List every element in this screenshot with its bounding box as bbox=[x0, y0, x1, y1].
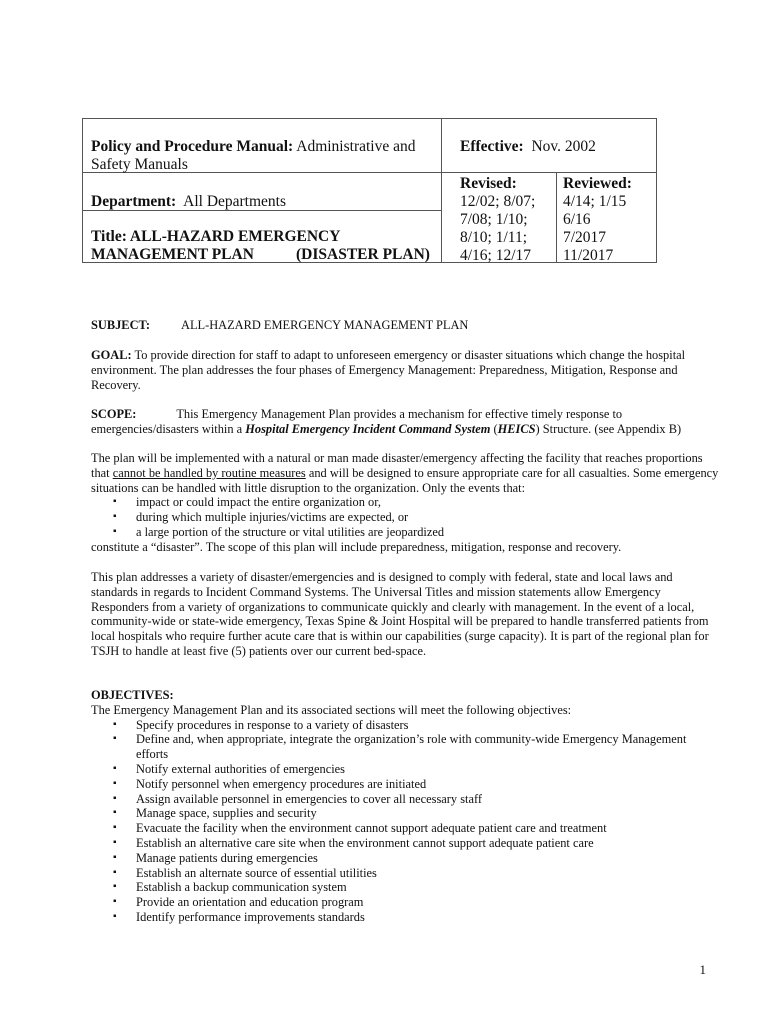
revised-date: 12/02; 8/07; bbox=[460, 193, 536, 210]
heics-open-paren: ( bbox=[493, 421, 498, 436]
goal-label: GOAL: bbox=[91, 348, 132, 362]
reviewed-label: Reviewed: bbox=[563, 175, 632, 192]
reviewed-date: 6/16 bbox=[563, 211, 591, 228]
header-divider-right bbox=[441, 172, 657, 173]
reviewed-date: 11/2017 bbox=[563, 247, 614, 264]
implementation-text-2: and will be designed to ensure appropriate care for all casualties. Some emergency situations can be handled with little disruption to the organization. Only the events that: bbox=[91, 465, 719, 495]
header-table bbox=[82, 118, 657, 263]
department-value: All Departments bbox=[183, 193, 287, 210]
list-item: ▪ during which multiple injuries/victims are expected, or bbox=[91, 510, 721, 525]
list-item: ▪ Assign available personnel in emergencies to cover all necessary staff bbox=[91, 792, 721, 807]
manual-cell bbox=[91, 138, 436, 174]
heics-close-paren: ) bbox=[535, 421, 540, 436]
manual-value-2: Safety Manuals bbox=[91, 156, 188, 173]
goal-section bbox=[91, 348, 721, 392]
implementation-underlined: cannot be handled by routine measures bbox=[112, 465, 306, 480]
department-label: Department: bbox=[91, 193, 177, 210]
objectives-section bbox=[91, 688, 721, 925]
implementation-closing: constitute a “disaster”. The scope of this plan will include preparedness, mitigation, response and recovery. bbox=[91, 539, 622, 554]
objectives-heading: OBJECTIVES: bbox=[91, 688, 174, 702]
revised-date: 8/10; 1/11; bbox=[460, 229, 528, 246]
list-item: ▪ Specify procedures in response to a variety of disasters bbox=[91, 718, 721, 733]
list-item: ▪ Establish an alternative care site when the environment cannot support adequate patient care bbox=[91, 836, 721, 851]
subject-value: ALL-HAZARD EMERGENCY MANAGEMENT PLAN bbox=[181, 318, 469, 332]
title-cell bbox=[91, 228, 436, 264]
subject-line bbox=[91, 318, 721, 333]
implementation-section bbox=[91, 451, 721, 555]
scope-section bbox=[91, 407, 721, 437]
addresses-section bbox=[91, 570, 721, 659]
addresses-text: This plan addresses a variety of disaster/emergencies and is designed to comply with federal, state and local laws and standards in regards to Incident Command Systems. The Universal Titles and mission statements allow Emergency Responders from a variety of organizations to communicate quickly and clearly with management. In the event of a local, community-wide or state-wide emergency, Texas Spine & Joint Hospital will be prepared to handle transferred patients from local hospitals who require further acute care that is within our capabilities (surge capacity). It is part of the regional plan for TSJH to handle at least five (5) patients over our current bed-space. bbox=[91, 570, 709, 658]
reviewed-date: 4/14; 1/15 bbox=[563, 193, 627, 210]
reviewed-cell bbox=[563, 175, 632, 265]
subject-label: SUBJECT: bbox=[91, 318, 150, 332]
revised-reviewed-divider bbox=[556, 172, 557, 262]
revised-date: 7/08; 1/10; bbox=[460, 211, 528, 228]
scope-label: SCOPE: bbox=[91, 407, 137, 421]
list-item: ▪ a large portion of the structure or vital utilities are jeopardized bbox=[91, 525, 721, 540]
goal-text: To provide direction for staff to adapt to unforeseen emergency or disaster situations which change the hospital environment. The plan addresses the four phases of Emergency Management: Preparedness, Mitigation, Response and Recovery. bbox=[91, 348, 686, 392]
manual-label: Policy and Procedure Manual: bbox=[91, 138, 294, 155]
effective-label: Effective: bbox=[460, 138, 524, 155]
effective-cell bbox=[460, 138, 596, 156]
list-item: ▪ Establish a backup communication system bbox=[91, 880, 721, 895]
list-item: ▪ Evacuate the facility when the environment cannot support adequate patient care and treatment bbox=[91, 821, 721, 836]
heics-abbr: HEICS bbox=[497, 421, 536, 436]
implementation-text: The plan will be implemented with a natural or man made disaster/emergency affecting the facility that reaches proportions that bbox=[91, 451, 703, 480]
objectives-list bbox=[91, 718, 721, 925]
implementation-bullet-list bbox=[91, 495, 721, 539]
list-item: ▪ impact or could impact the entire organization or, bbox=[91, 495, 721, 510]
title-line-2b: (DISASTER PLAN) bbox=[296, 246, 430, 263]
revised-date: 4/16; 12/17 bbox=[460, 247, 532, 264]
scope-text-2: Structure. (see Appendix B) bbox=[542, 421, 682, 436]
title-line-2a: MANAGEMENT PLAN bbox=[91, 246, 254, 263]
list-item: ▪ Notify personnel when emergency procedures are initiated bbox=[91, 777, 721, 792]
page-number: 1 bbox=[699, 962, 706, 977]
heics-name: Hospital Emergency Incident Command System bbox=[245, 421, 491, 436]
scope-text: This Emergency Management Plan provides a mechanism for effective timely response to emergencies/disasters within a bbox=[91, 407, 623, 436]
header-divider-vertical bbox=[441, 119, 442, 262]
list-item: ▪ Define and, when appropriate, integrate the organization’s role with community-wide Emergency Management efforts bbox=[91, 732, 721, 762]
list-item: ▪ Manage patients during emergencies bbox=[91, 851, 721, 866]
department-cell bbox=[91, 193, 286, 211]
revised-label: Revised: bbox=[460, 175, 517, 192]
revised-cell bbox=[460, 175, 535, 265]
list-item: ▪ Manage space, supplies and security bbox=[91, 806, 721, 821]
objectives-intro: The Emergency Management Plan and its associated sections will meet the following objectives: bbox=[91, 702, 572, 717]
list-item: ▪ Notify external authorities of emergencies bbox=[91, 762, 721, 777]
reviewed-date: 7/2017 bbox=[563, 229, 607, 246]
list-item: ▪ Establish an alternate source of essential utilities bbox=[91, 866, 721, 881]
title-line-1: Title: ALL-HAZARD EMERGENCY bbox=[91, 228, 341, 245]
manual-value: Administrative and bbox=[296, 138, 416, 155]
list-item: ▪ Provide an orientation and education program bbox=[91, 895, 721, 910]
effective-value: Nov. 2002 bbox=[531, 138, 596, 155]
list-item: ▪ Identify performance improvements standards bbox=[91, 910, 721, 925]
